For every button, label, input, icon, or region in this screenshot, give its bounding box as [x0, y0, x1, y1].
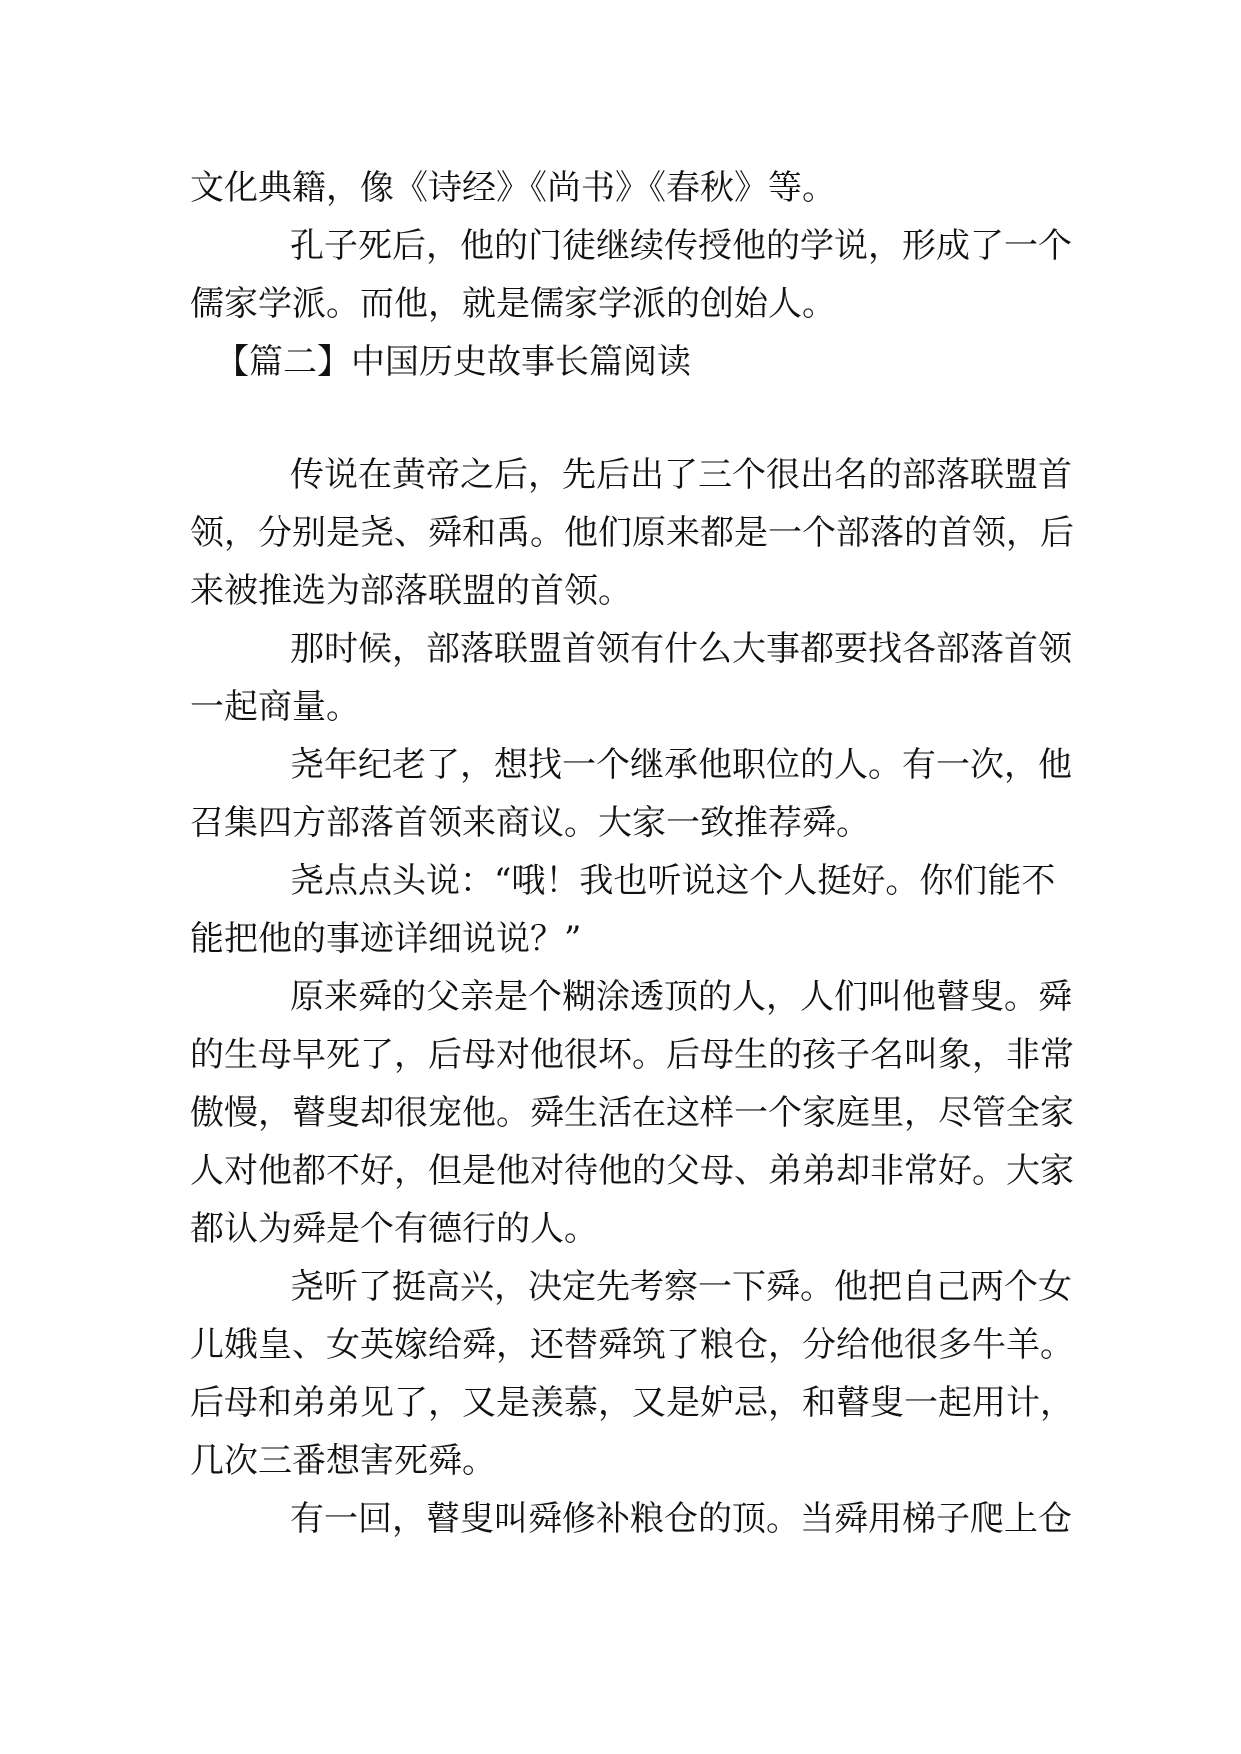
text-line: 儿娥皇、女英嫁给舜，还替舜筑了粮仓，分给他很多牛羊。	[190, 1325, 1074, 1365]
text-line: 来被推选为部落联盟的首领。	[190, 571, 632, 611]
paragraph-start-line: 尧年纪老了，想找一个继承他职位的人。有一次，他	[290, 745, 1072, 785]
paragraph-start-line: 传说在黄帝之后，先后出了三个很出名的部落联盟首	[290, 455, 1072, 495]
section-heading: 【篇二】中国历史故事长篇阅读	[215, 342, 691, 382]
text-line: 傲慢，瞽叟却很宠他。舜生活在这样一个家庭里，尽管全家	[190, 1093, 1074, 1133]
text-line: 召集四方部落首领来商议。大家一致推荐舜。	[190, 803, 870, 843]
text-line: 领，分别是尧、舜和禹。他们原来都是一个部落的首领，后	[190, 513, 1074, 553]
paragraph-start-line: 孔子死后，他的门徒继续传授他的学说，形成了一个	[290, 226, 1072, 266]
text-line: 人对他都不好，但是他对待他的父母、弟弟却非常好。大家	[190, 1151, 1074, 1191]
text-line: 后母和弟弟见了，又是羡慕，又是妒忌，和瞽叟一起用计，	[190, 1383, 1074, 1423]
text-line: 儒家学派。而他，就是儒家学派的创始人。	[190, 284, 836, 324]
paragraph-start-line: 尧听了挺高兴，决定先考察一下舜。他把自己两个女	[290, 1267, 1072, 1307]
paragraph-start-line: 原来舜的父亲是个糊涂透顶的人，人们叫他瞽叟。舜	[290, 977, 1072, 1017]
text-line: 文化典籍，像《诗经》《尚书》《春秋》等。	[190, 168, 836, 208]
text-line: 能把他的事迹详细说说？”	[190, 919, 582, 959]
paragraph-start-line: 尧点点头说：“哦！我也听说这个人挺好。你们能不	[290, 861, 1056, 901]
text-line: 几次三番想害死舜。	[190, 1441, 496, 1481]
text-line: 一起商量。	[190, 687, 360, 727]
text-line: 都认为舜是个有德行的人。	[190, 1209, 598, 1249]
paragraph-start-line: 那时候，部落联盟首领有什么大事都要找各部落首领	[290, 629, 1072, 669]
paragraph-start-line: 有一回，瞽叟叫舜修补粮仓的顶。当舜用梯子爬上仓	[290, 1499, 1072, 1539]
text-line: 的生母早死了，后母对他很坏。后母生的孩子名叫象，非常	[190, 1035, 1074, 1075]
